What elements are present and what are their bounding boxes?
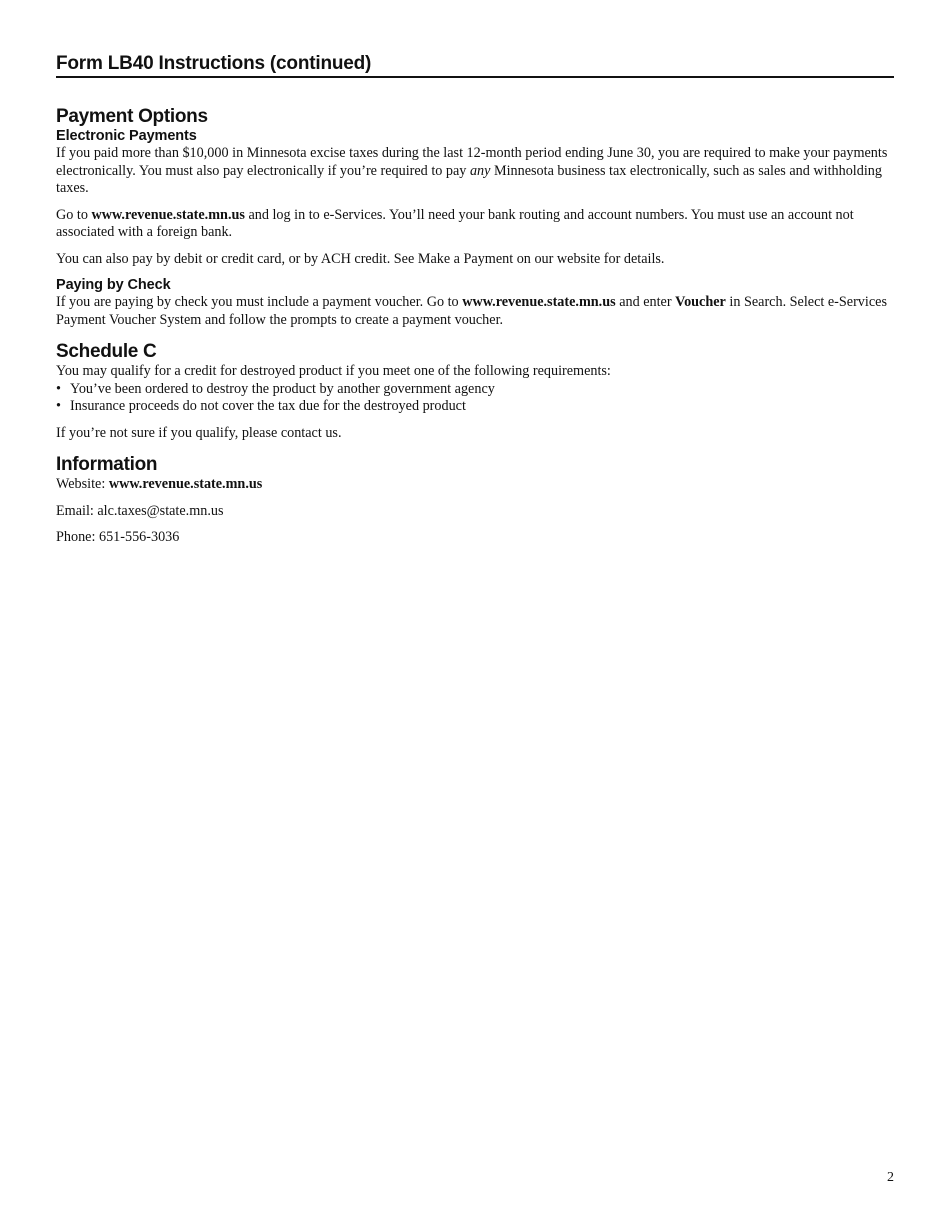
- electronic-p1-emphasis: any: [469, 162, 491, 179]
- website-link[interactable]: www.revenue.state.mn.us: [108, 476, 263, 492]
- payment-options-heading: Payment Options: [56, 106, 208, 127]
- information-section: [56, 454, 894, 547]
- voucher-keyword: Voucher: [675, 294, 726, 310]
- paying-by-check-paragraph: [56, 294, 894, 329]
- payment-options-section: [56, 106, 894, 329]
- information-heading: Information: [56, 454, 158, 475]
- schedule-c-requirements-list: [56, 381, 894, 416]
- phone-number: 651-556-3036: [98, 529, 180, 545]
- page-title: Form LB40 Instructions (continued): [56, 0, 894, 78]
- list-item: [56, 398, 894, 416]
- email-line: [56, 503, 894, 521]
- page-number: 2: [887, 1170, 894, 1185]
- electronic-payments-paragraph-2: [56, 207, 894, 242]
- phone-label: Phone:: [56, 529, 99, 545]
- list-item: [56, 381, 894, 399]
- schedule-c-section: [56, 341, 894, 442]
- paying-by-check-heading: Paying by Check: [56, 277, 171, 293]
- schedule-c-intro: You may qualify for a credit for destroyed product if you meet one of the following requirements:: [56, 363, 611, 379]
- electronic-payments-heading: Electronic Payments: [56, 128, 197, 144]
- website-label: Website:: [56, 476, 109, 492]
- bullet-icon: •: [56, 398, 61, 414]
- revenue-website-link-check[interactable]: www.revenue.state.mn.us: [462, 294, 616, 310]
- email-link[interactable]: alc.taxes@state.mn.us: [97, 502, 224, 519]
- check-text-c: in Search. Select e-Services Payment Voucher System and follow the prompts to create a payment voucher.: [56, 294, 887, 328]
- revenue-website-link[interactable]: www.revenue.state.mn.us: [91, 206, 245, 223]
- check-text-b: and enter: [615, 294, 676, 310]
- check-text-a: If you are paying by check you must include a payment voucher. Go to: [56, 294, 463, 310]
- electronic-p1-text-a: If you paid more than $10,000 in Minnesota excise taxes during the last 12-month period ending June 30, you are required to make your payments electronically. You must also pay electronically if you’re required to pay: [56, 145, 888, 179]
- schedule-c-heading: Schedule C: [56, 341, 157, 362]
- electronic-p2-text-b: and log in to e-Services. You’ll need your bank routing and account numbers. You must use an account not associated with a foreign bank.: [56, 206, 854, 240]
- website-line: [56, 476, 894, 494]
- phone-line: [56, 529, 894, 547]
- list-item-text: You’ve been ordered to destroy the product by another government agency: [70, 380, 495, 397]
- electronic-payments-paragraph-1: [56, 145, 894, 198]
- electronic-payments-paragraph-3: You can also pay by debit or credit card, or by ACH credit. See Make a Payment on our website for details.: [56, 250, 665, 267]
- schedule-c-outro: If you’re not sure if you qualify, please contact us.: [56, 424, 342, 441]
- bullet-icon: •: [56, 380, 61, 397]
- electronic-p2-text-a: Go to: [56, 206, 92, 223]
- email-label: Email:: [56, 502, 98, 519]
- document-page: [56, 0, 894, 547]
- list-item-text: Insurance proceeds do not cover the tax due for the destroyed product: [70, 398, 466, 414]
- electronic-p1-text-b: Minnesota business tax electronically, such as sales and withholding taxes.: [56, 162, 882, 196]
